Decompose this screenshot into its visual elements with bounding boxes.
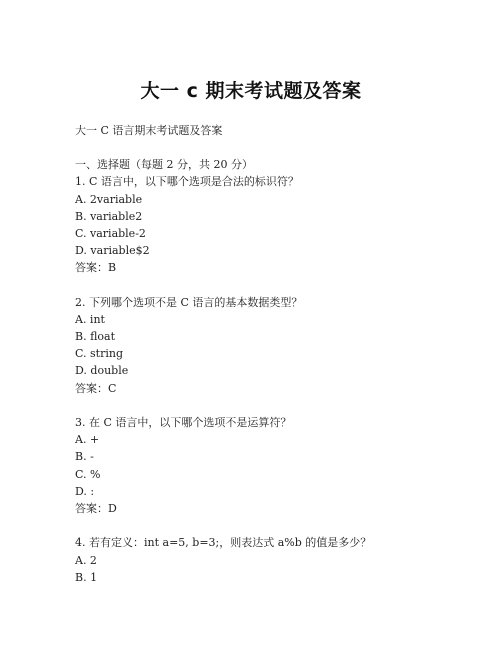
- option-b: B. float: [75, 330, 116, 344]
- option-a: A. +: [75, 433, 100, 447]
- option-a: A. 2: [75, 553, 97, 567]
- spacer: [75, 517, 475, 534]
- option-b: B. 1: [75, 570, 98, 584]
- answer-text: 答案：C: [75, 381, 117, 395]
- option-d: D. variable$2: [75, 244, 150, 258]
- option-b: B. variable2: [75, 209, 143, 223]
- question-block: [75, 294, 475, 397]
- option-c: C. %: [75, 467, 101, 481]
- option-a: A. int: [75, 312, 105, 326]
- option-d: D. :: [75, 484, 95, 498]
- document-subtitle: 大一 C 语言期末考试题及答案: [75, 124, 223, 137]
- section-heading: 一、选择题（每题 2 分，共 20 分）: [75, 158, 253, 172]
- question-text: 4. 若有定义：int a=5, b=3;，则表达式 a%b 的值是多少？: [75, 536, 372, 550]
- option-c: C. variable-2: [75, 226, 146, 240]
- option-b: B. -: [75, 450, 94, 464]
- question-block: [75, 534, 475, 586]
- spacer: [75, 397, 475, 414]
- question-block: [75, 173, 475, 276]
- document-body: [75, 122, 475, 586]
- question-block: [75, 414, 475, 517]
- question-text: 1. C 语言中，以下哪个选项是合法的标识符？: [75, 175, 299, 189]
- option-d: D. double: [75, 364, 129, 378]
- answer-text: 答案：D: [75, 501, 117, 515]
- question-text: 3. 在 C 语言中，以下哪个选项不是运算符？: [75, 416, 292, 429]
- answer-text: 答案：B: [75, 261, 117, 275]
- option-c: C. string: [75, 347, 123, 361]
- question-text: 2. 下列哪个选项不是 C 语言的基本数据类型？: [75, 295, 303, 309]
- option-a: A. 2variable: [75, 192, 143, 206]
- spacer: [75, 277, 475, 294]
- document-title: 大一 c 期末考试题及答案: [140, 80, 362, 102]
